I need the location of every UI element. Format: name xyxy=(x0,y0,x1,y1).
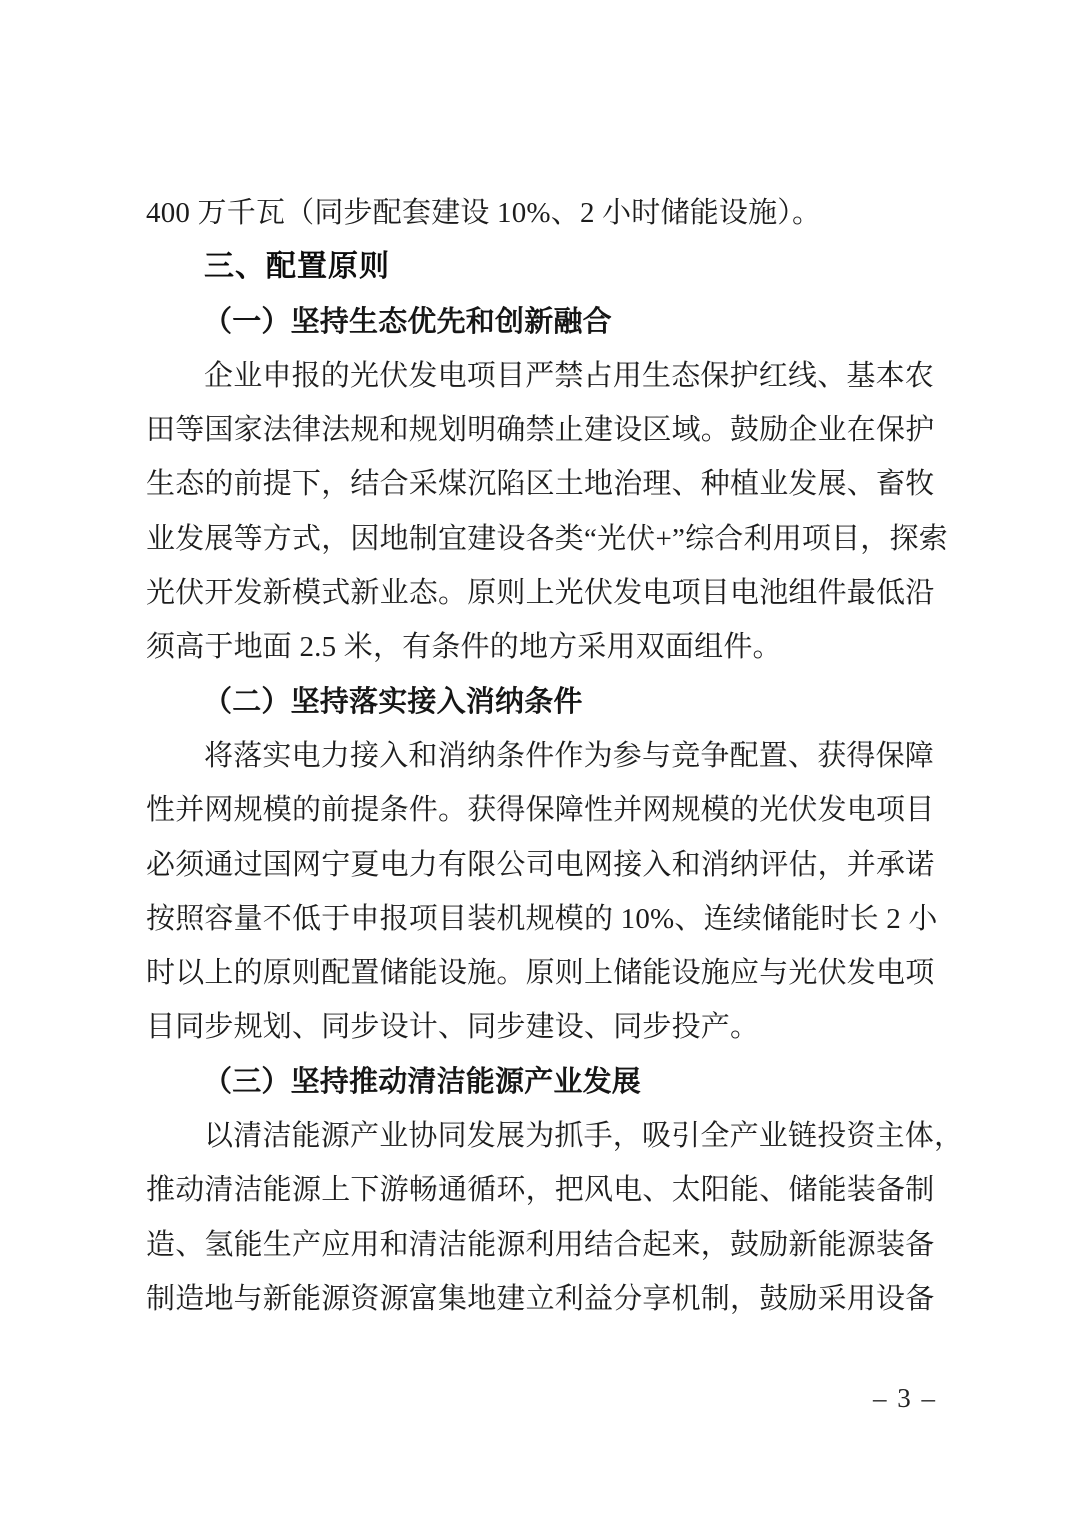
paragraph-first-line: 以清洁能源产业协同发展为抓手，吸引全产业链投资主体， xyxy=(204,1120,964,1153)
paragraph-line: 光伏开发新模式新业态。原则上光伏发电项目电池组件最低沿 xyxy=(146,577,935,610)
subsection-heading-2: （二）坚持落实接入消纳条件 xyxy=(203,685,583,718)
paragraph-line: 必须通过国网宁夏电力有限公司电网接入和消纳评估，并承诺 xyxy=(146,848,935,881)
subsection-heading-3: （三）坚持推动清洁能源产业发展 xyxy=(203,1065,642,1098)
paragraph-first-line: 企业申报的光伏发电项目严禁占用生态保护红线、基本农 xyxy=(204,359,935,392)
paragraph-line: 制造地与新能源资源富集地建立利益分享机制，鼓励采用设备 xyxy=(146,1282,935,1315)
paragraph-first-line: 将落实电力接入和消纳条件作为参与竞争配置、获得保障 xyxy=(204,739,935,772)
section-heading: 三、配置原则 xyxy=(204,250,390,284)
page-number: – 3 – xyxy=(873,1383,937,1413)
paragraph-line: 田等国家法律法规和规划明确禁止建设区域。鼓励企业在保护 xyxy=(146,414,935,447)
paragraph-line: 生态的前提下，结合采煤沉陷区土地治理、种植业发展、畜牧 xyxy=(146,468,935,501)
document-body xyxy=(146,186,964,1326)
paragraph-last-line: 目同步规划、同步设计、同步建设、同步投产。 xyxy=(146,1011,760,1044)
paragraph-line: 业发展等方式，因地制宜建设各类“光伏+”综合利用项目，探索 xyxy=(146,522,948,555)
paragraph-line: 推动清洁能源上下游畅通循环，把风电、太阳能、储能装备制 xyxy=(146,1174,935,1207)
paragraph-line: 按照容量不低于申报项目装机规模的 10%、连续储能时长 2 小 xyxy=(146,902,938,935)
paragraph-line: 性并网规模的前提条件。获得保障性并网规模的光伏发电项目 xyxy=(146,794,935,827)
paragraph-line: 造、氢能生产应用和清洁能源利用结合起来，鼓励新能源装备 xyxy=(146,1228,935,1261)
paragraph-line: 时以上的原则配置储能设施。原则上储能设施应与光伏发电项 xyxy=(146,957,935,990)
subsection-heading-1: （一）坚持生态优先和创新融合 xyxy=(203,305,612,338)
paragraph-last-line: 须高于地面 2.5 米，有条件的地方采用双面组件。 xyxy=(146,631,782,664)
paragraph-last-line: 400 万千瓦（同步配套建设 10%、2 小时储能设施）。 xyxy=(146,197,822,229)
